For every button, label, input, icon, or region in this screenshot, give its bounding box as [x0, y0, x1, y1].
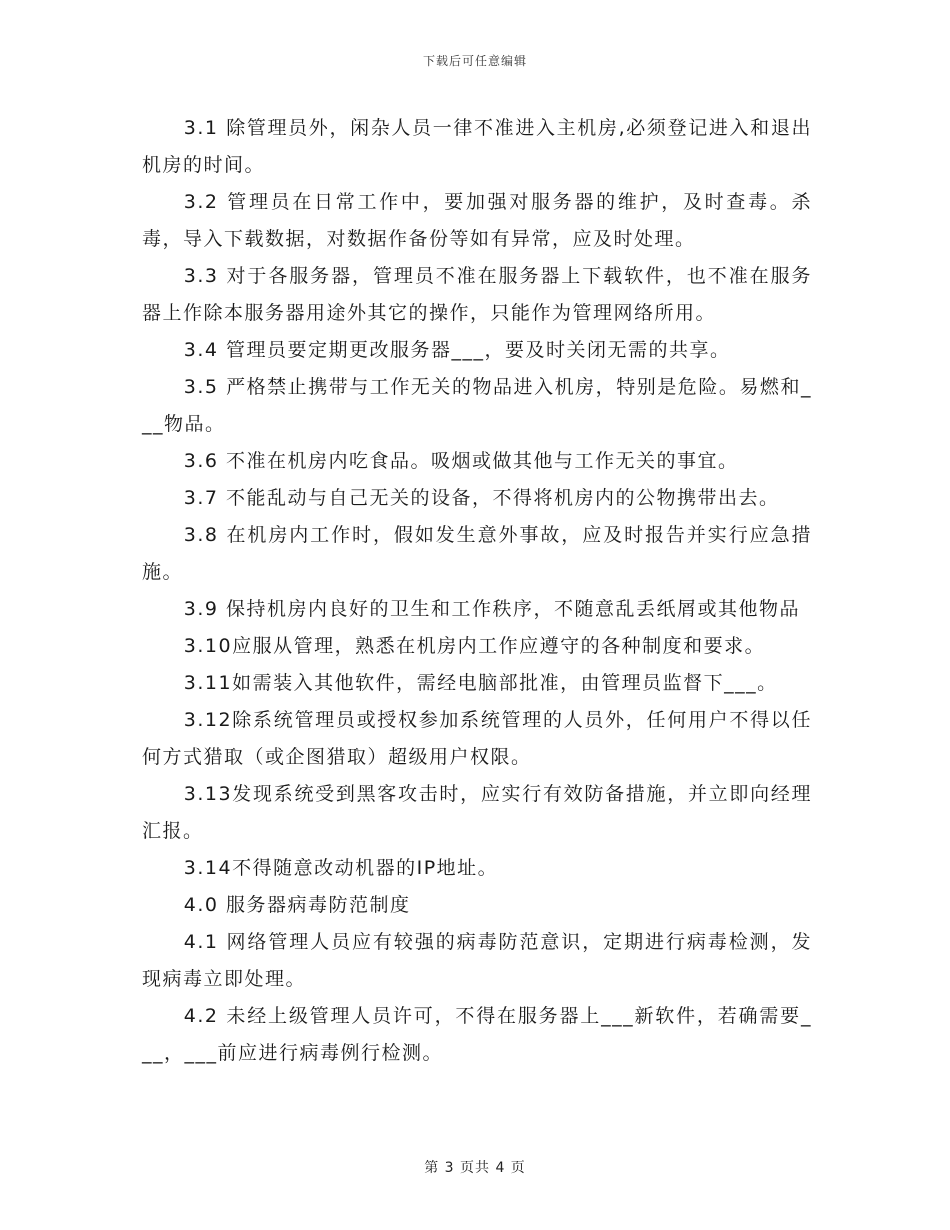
paragraph-3-8: 3.8 在机房内工作时，假如发生意外事故，应及时报告并实行应急措施。: [142, 524, 812, 583]
paragraph-3-6: 3.6 不准在机房内吃食品。吸烟或做其他与工作无关的事宜。: [183, 450, 739, 472]
paragraph-3-7: 3.7 不能乱动与自己无关的设备，不得将机房内的公物携带出去。: [183, 487, 780, 509]
page-number-footer: 第 3 页共 4 页: [424, 1160, 526, 1176]
paragraph-3-9: 3.9 保持机房内良好的卫生和工作秩序，不随意乱丢纸屑或其他物品: [183, 598, 801, 620]
paragraph-3-12: 3.12除系统管理员或授权参加系统管理的人员外，任何用户不得以任何方式猎取（或企图猎取）超级用户权限。: [142, 709, 812, 768]
paragraph-3-11: 3.11如需装入其他软件，需经电脑部批准，由管理员监督下___。: [183, 672, 778, 694]
paragraph-3-14: 3.14不得随意改动机器的IP地址。: [183, 857, 499, 879]
paragraph-3-4: 3.4 管理员要定期更改服务器___，要及时关闭无需的共享。: [183, 339, 731, 361]
page-header: 下载后可任意编辑: [422, 54, 527, 68]
paragraph-3-10: 3.10应服从管理，熟悉在机房内工作应遵守的各种制度和要求。: [183, 635, 766, 657]
paragraph-3-5: 3.5 严格禁止携带与工作无关的物品进入机房，特别是危险。易燃和___物品。: [142, 376, 812, 435]
paragraph-3-3: 3.3 对于各服务器，管理员不准在服务器上下载软件，也不准在服务器上作除本服务器用途外其它的操作，只能作为管理网络所用。: [142, 265, 812, 324]
paragraph-3-2: 3.2 管理员在日常工作中，要加强对服务器的维护，及时查毒。杀毒，导入下载数据，对数据作备份等如有异常，应及时处理。: [142, 191, 812, 250]
paragraph-3-13: 3.13发现系统受到黑客攻击时，应实行有效防备措施，并立即向经理汇报。: [142, 783, 812, 842]
paragraph-4-2: 4.2 未经上级管理人员许可，不得在服务器上___新软件，若确需要___，___前应进行病毒例行检测。: [142, 1005, 812, 1064]
paragraph-3-1: 3.1 除管理员外，闲杂人员一律不准进入主机房,必须登记进入和退出机房的时间。: [142, 117, 812, 176]
document-body: [142, 110, 812, 1072]
section-heading-4-0: 4.0 服务器病毒防范制度: [183, 894, 411, 916]
paragraph-4-1: 4.1 网络管理人员应有较强的病毒防范意识，定期进行病毒检测，发现病毒立即处理。: [142, 931, 812, 990]
